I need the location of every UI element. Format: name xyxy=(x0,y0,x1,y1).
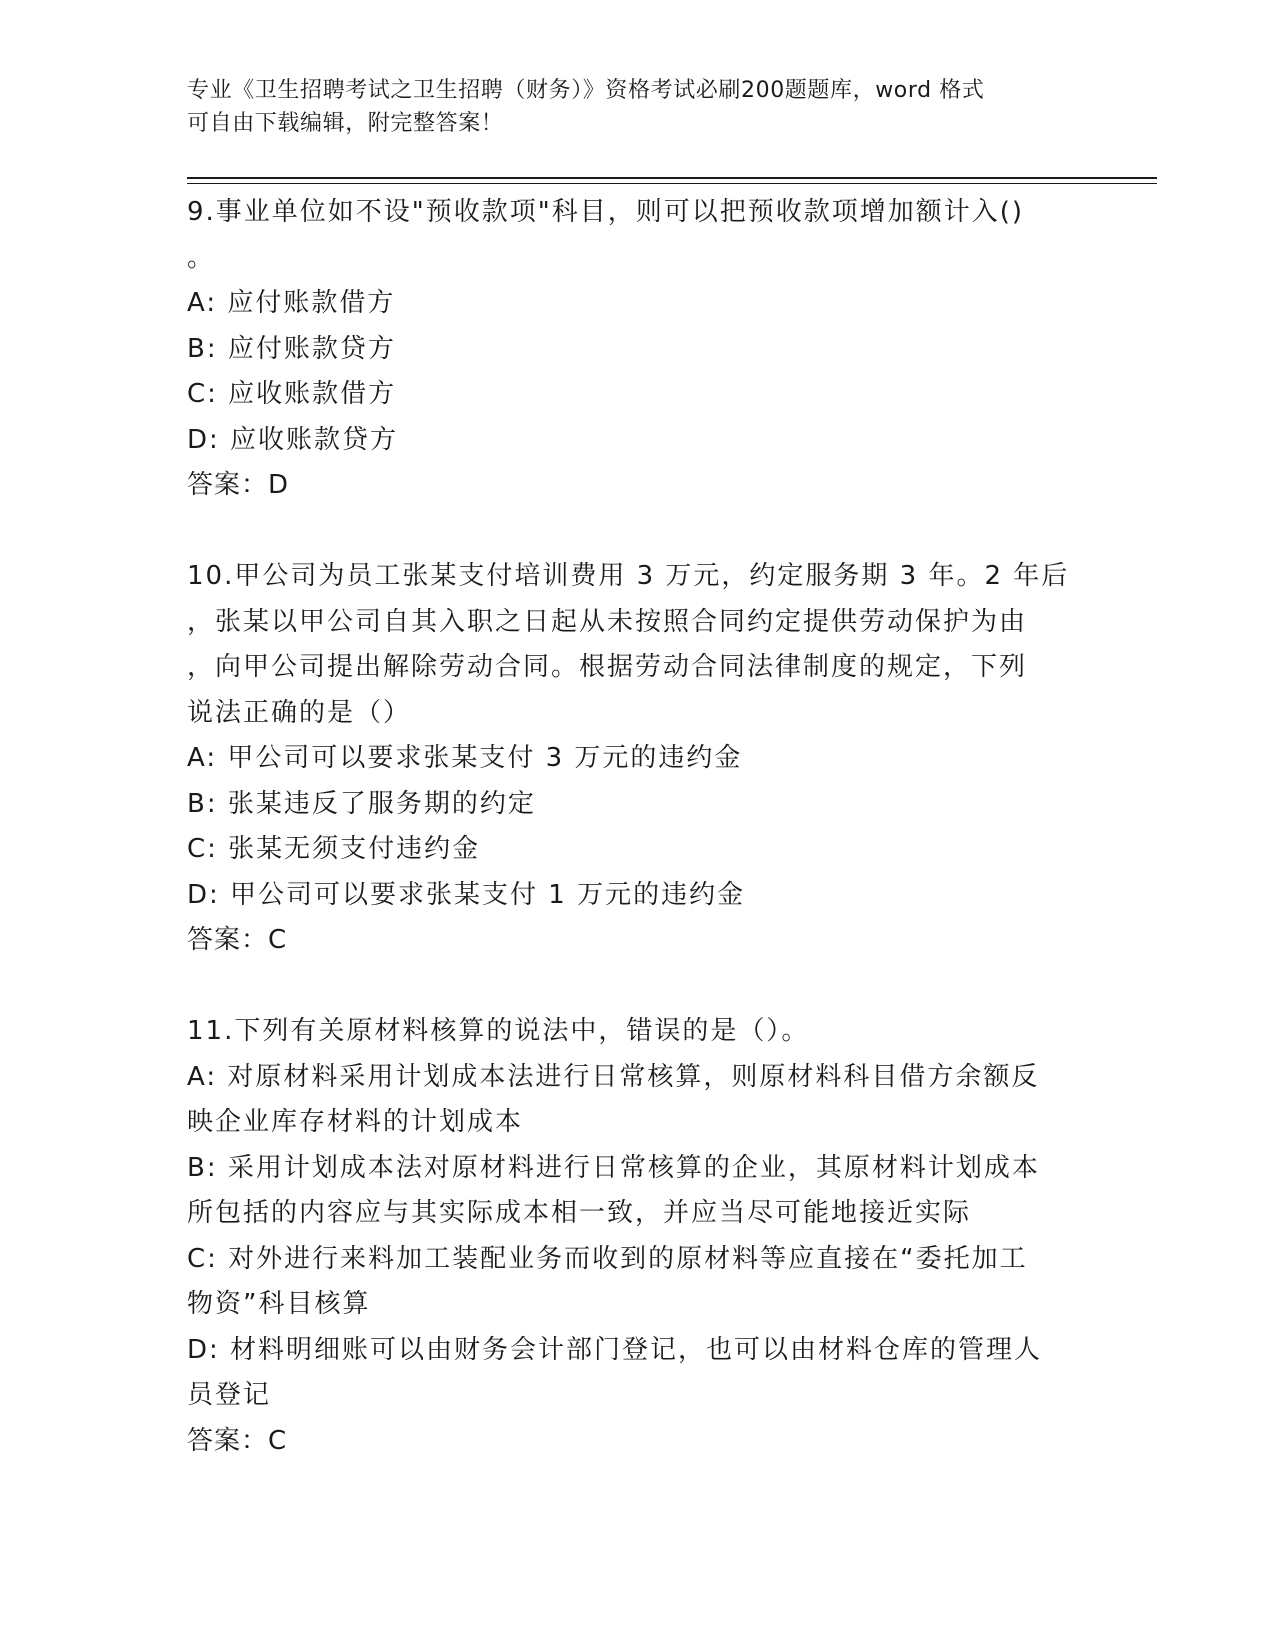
answer-option-line: 员登记 xyxy=(187,1380,272,1410)
answer-option-line: A: 对原材料采用计划成本法进行日常核算，则原材料科目借方余额反 xyxy=(187,1061,1040,1092)
answer-option xyxy=(187,873,1087,919)
answer-option xyxy=(187,418,1087,464)
answer-option-line: D: 材料明细账可以由财务会计部门登记，也可以由材料仓库的管理人 xyxy=(187,1334,1043,1365)
answer-key: 答案：C xyxy=(187,1425,288,1456)
header-line-1: 专业《卫生招聘考试之卫生招聘（财务）》资格考试必刷200题题库，word 格式 xyxy=(187,78,985,103)
question-stem-line: 说法正确的是（） xyxy=(187,697,412,728)
header-divider-thin xyxy=(187,183,1157,184)
answer-key: 答案：D xyxy=(187,470,290,500)
question-stem-line: 11.下列有关原材料核算的说法中，错误的是（）。 xyxy=(187,1016,810,1046)
question-spacer xyxy=(187,509,1087,555)
document-header xyxy=(187,74,1087,140)
question-stem-line: ，向甲公司提出解除劳动合同。根据劳动合同法律制度的规定，下列 xyxy=(187,652,1028,682)
question-spacer xyxy=(187,964,1087,1010)
answer-option-line: B: 应付账款贷方 xyxy=(187,333,396,364)
header-line-2: 可自由下载编辑，附完整答案！ xyxy=(187,111,504,136)
answer-option xyxy=(187,1055,1087,1146)
question-block xyxy=(187,1009,1087,1464)
answer-option-line: A: 甲公司可以要求张某支付 3 万元的违约金 xyxy=(187,743,743,773)
answer-option-line: B: 张某违反了服务期的约定 xyxy=(187,788,536,819)
answer-option xyxy=(187,782,1087,828)
answer-option xyxy=(187,281,1087,327)
answer-option-line: 物资”科目核算 xyxy=(187,1289,371,1319)
answer-option-line: B: 采用计划成本法对原材料进行日常核算的企业，其原材料计划成本 xyxy=(187,1152,1040,1183)
answer-option xyxy=(187,736,1087,782)
answer-option-line: 映企业库存材料的计划成本 xyxy=(187,1107,524,1137)
answer-option-line: A: 应付账款借方 xyxy=(187,288,396,318)
question-stem-line: 10.甲公司为员工张某支付培训费用 3 万元，约定服务期 3 年。2 年后 xyxy=(187,561,1070,591)
question-block xyxy=(187,190,1087,509)
answer-option xyxy=(187,827,1087,873)
answer-option-line: D: 甲公司可以要求张某支付 1 万元的违约金 xyxy=(187,879,746,910)
answer-key: 答案：C xyxy=(187,925,288,955)
answer-option-line: C: 张某无须支付违约金 xyxy=(187,834,481,864)
answer-option-line: 所包括的内容应与其实际成本相一致，并应当尽可能地接近实际 xyxy=(187,1198,972,1228)
answer-option xyxy=(187,1328,1087,1419)
answer-option xyxy=(187,327,1087,373)
answer-option xyxy=(187,1146,1087,1237)
answer-option-line: C: 应收账款借方 xyxy=(187,379,397,409)
question-stem-line: 9.事业单位如不设"预收款项"科目，则可以把预收款项增加额计入() xyxy=(187,197,1025,227)
header-divider-thick xyxy=(187,177,1157,179)
answer-option-line: C: 对外进行来料加工装配业务而收到的原材料等应直接在“委托加工 xyxy=(187,1243,1028,1274)
question-block xyxy=(187,554,1087,964)
question-stem-line: ，张某以甲公司自其入职之日起从未按照合同约定提供劳动保护为由 xyxy=(187,606,1028,637)
answer-option xyxy=(187,1237,1087,1328)
question-stem-line: 。 xyxy=(187,242,216,273)
answer-option xyxy=(187,372,1087,418)
question-list xyxy=(187,190,1087,1464)
answer-option-line: D: 应收账款贷方 xyxy=(187,424,399,455)
